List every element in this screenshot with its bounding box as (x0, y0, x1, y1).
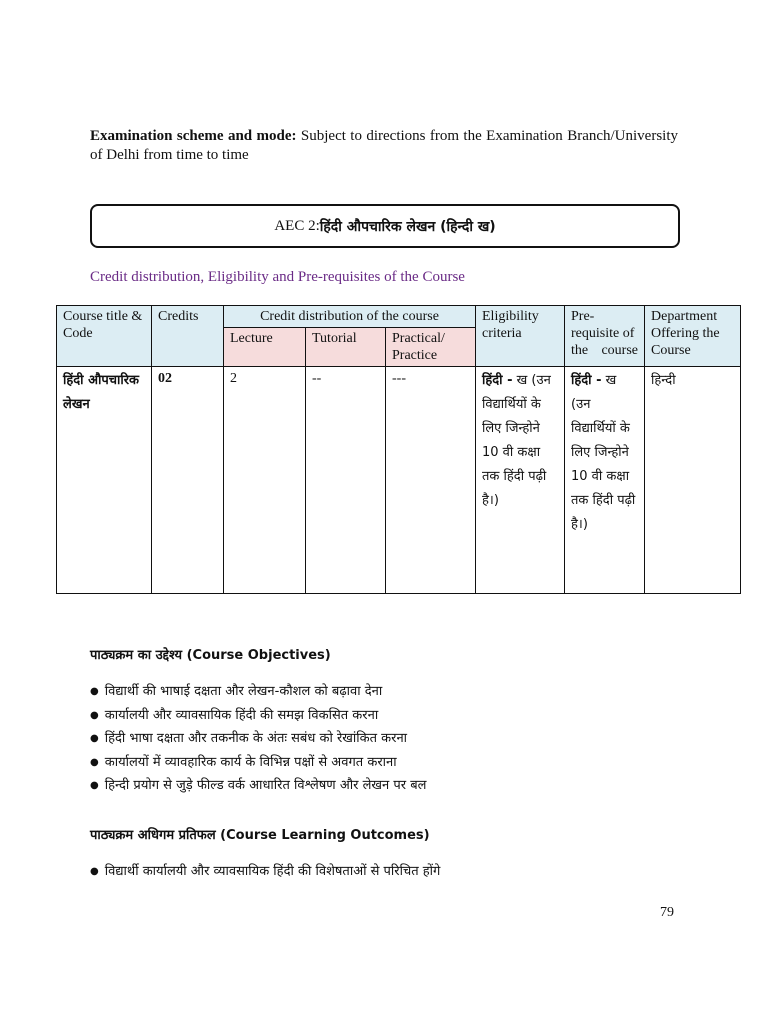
list-item: ● हिन्दी प्रयोग से जुड़े फील्ड वर्क आधारित विश्लेषण और लेखन पर बल (90, 774, 426, 798)
course-title: हिंदी औपचारिक लेखन (हिन्दी ख) (319, 218, 496, 235)
exam-scheme-paragraph (90, 127, 678, 165)
exam-scheme-text: Subject to directions from the Examination Branch/University of Delhi from time to time (90, 128, 678, 163)
cell-practical: --- (386, 367, 476, 594)
cell-prerequisite (565, 367, 645, 594)
cell-tutorial: -- (306, 367, 386, 594)
objectives-heading: पाठ्यक्रम का उद्देश्य (Course Objectives) (90, 648, 331, 663)
course-table (56, 305, 741, 594)
course-code: AEC 2: (274, 217, 320, 234)
cell-eligibility (476, 367, 565, 594)
header-practical: Practical/ Practice (386, 328, 476, 367)
list-item: ● विद्यार्थी कार्यालयी और व्यावसायिक हिंदी की विशेषताओं से परिचित होंगे (90, 860, 440, 884)
cell-prerequisite-text: ख (उन विद्यार्थियों के लिए जिन्होने 10 वी कक्षा तक हिंदी पढ़ी है।) (571, 373, 636, 532)
cell-lecture: 2 (224, 367, 306, 594)
cell-eligibility-bold: हिंदी - (482, 373, 513, 388)
list-item: ● विद्यार्थी की भाषाई दक्षता और लेखन-कौशल को बढ़ावा देना (90, 680, 426, 704)
table-row (57, 367, 741, 594)
cell-department: हिन्दी (645, 367, 741, 594)
cell-course-title: हिंदी औपचारिक लेखन (57, 367, 152, 594)
list-item: ● हिंदी भाषा दक्षता और तकनीक के अंतः सबंध को रेखांकित करना (90, 727, 426, 751)
header-eligibility: Eligibility criteria (476, 306, 565, 367)
header-lecture: Lecture (224, 328, 306, 367)
header-tutorial: Tutorial (306, 328, 386, 367)
outcomes-heading: पाठ्यक्रम अधिगम प्रतिफल (Course Learning Outcomes) (90, 828, 430, 843)
outcomes-list (90, 860, 440, 884)
cell-eligibility-text: ख (उन विद्यार्थियों के लिए जिन्होने 10 वी कक्षा तक हिंदी पढ़ी है।) (482, 373, 551, 508)
header-credits: Credits (152, 306, 224, 367)
course-title-box (90, 204, 680, 248)
header-department: Department Offering the Course (645, 306, 741, 367)
objectives-list (90, 680, 426, 798)
credit-distribution-heading: Credit distribution, Eligibility and Pre-requisites of the Course (90, 269, 465, 285)
header-credit-distribution: Credit distribution of the course (224, 306, 476, 328)
header-prerequisite: Pre- requisite of the course (565, 306, 645, 367)
list-item: ● कार्यालयों में व्यावहारिक कार्य के विभिन्न पक्षों से अवगत कराना (90, 751, 426, 775)
cell-credits: 02 (152, 367, 224, 594)
cell-prerequisite-bold: हिंदी - (571, 373, 602, 388)
table-header-row (57, 306, 741, 328)
header-course-title: Course title & Code (57, 306, 152, 367)
page-number: 79 (660, 905, 674, 920)
exam-scheme-label: Examination scheme and mode: (90, 128, 297, 144)
list-item: ● कार्यालयी और व्यावसायिक हिंदी की समझ विकसित करना (90, 704, 426, 728)
